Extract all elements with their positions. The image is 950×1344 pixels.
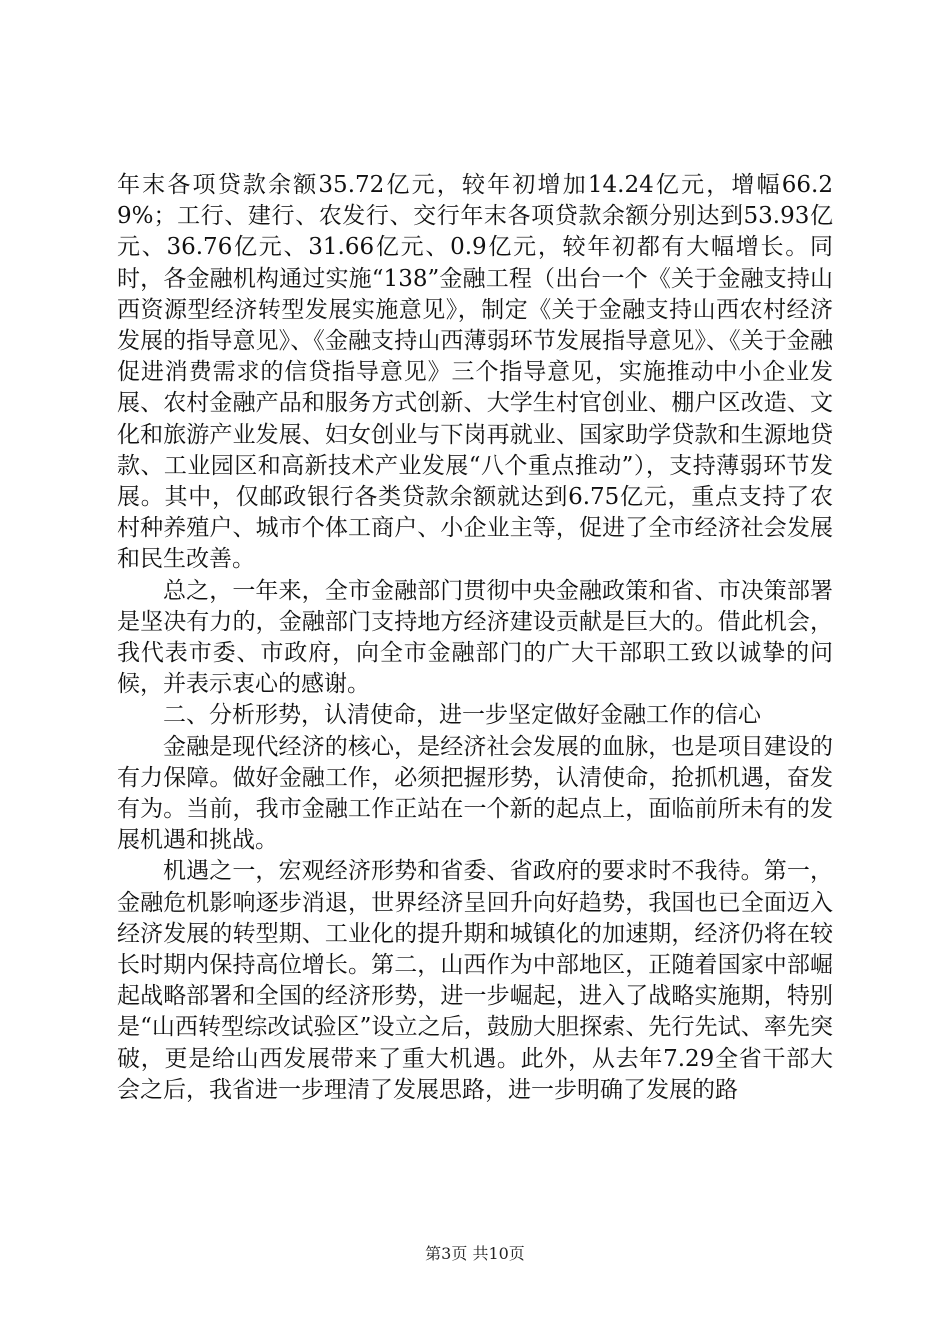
section-heading: 二、分析形势，认清使命，进一步坚定做好金融工作的信心 xyxy=(163,702,761,729)
paragraph-opportunity-one: 机遇之一，宏观经济形势和省委、省政府的要求时不我待。第一，金融危机影响逐步消退，世界经济呈回升向好趋势，我国也已全面迈入经济发展的转型期、工业化的提升期和城镇化的加速期，经济仍将在较长时期内保持高位增长。第二，山西作为中部地区，正随着国家中部崛起战略部署和全国的经济形势，进一步崛起，进入了战略实施期，特别是“山西转型综改试验区”设立之后，鼓励大胆探索、先行先试、率先突破，更是给山西发展带来了重大机遇。此外，从去年7.29全省干部大会之后，我省进一步理清了发展思路，进一步明确了发展的路 xyxy=(117,858,833,1103)
paragraph-finance-core: 金融是现代经济的核心，是经济社会发展的血脉，也是项目建设的有力保障。做好金融工作，必须把握形势，认清使命，抢抓机遇，奋发有为。当前，我市金融工作正站在一个新的起点上，面临前所未有的发展机遇和挑战。 xyxy=(117,733,833,854)
paragraph-summary: 总之，一年来，全市金融部门贯彻中央金融政策和省、市决策部署是坚决有力的，金融部门支持地方经济建设贡献是巨大的。借此机会，我代表市委、市政府，向全市金融部门的广大干部职工致以诚挚的问候，并表示衷心的感谢。 xyxy=(117,577,833,698)
page-number: 第3页 共10页 xyxy=(425,1244,525,1263)
paragraph-loan-figures: 年末各项贷款余额35.72亿元，较年初增加14.24亿元，增幅66.29%；工行、建行、农发行、交行年末各项贷款余额分别达到53.93亿元、36.76亿元、31.66亿元、0.9亿元，较年初都有大幅增长。同时，各金融机构通过实施“138”金融工程（出台一个《关于金融支持山西资源型经济转型发展实施意见》，制定《关于金融支持山西农村经济发展的指导意见》、《金融支持山西薄弱环节发展指导意见》、《关于金融促进消费需求的信贷指导意见》三个指导意见，实施推动中小企业发展、农村金融产品和服务方式创新、大学生村官创业、棚户区改造、文化和旅游产业发展、妇女创业与下岗再就业、国家助学贷款和生源地贷款、工业园区和高新技术产业发展“八个重点推动”），支持薄弱环节发展。其中，仅邮政银行各类贷款余额就达到6.75亿元，重点支持了农村种养殖户、城市个体工商户、小企业主等，促进了全市经济社会发展和民生改善。 xyxy=(117,172,833,573)
document-body xyxy=(117,170,833,1106)
